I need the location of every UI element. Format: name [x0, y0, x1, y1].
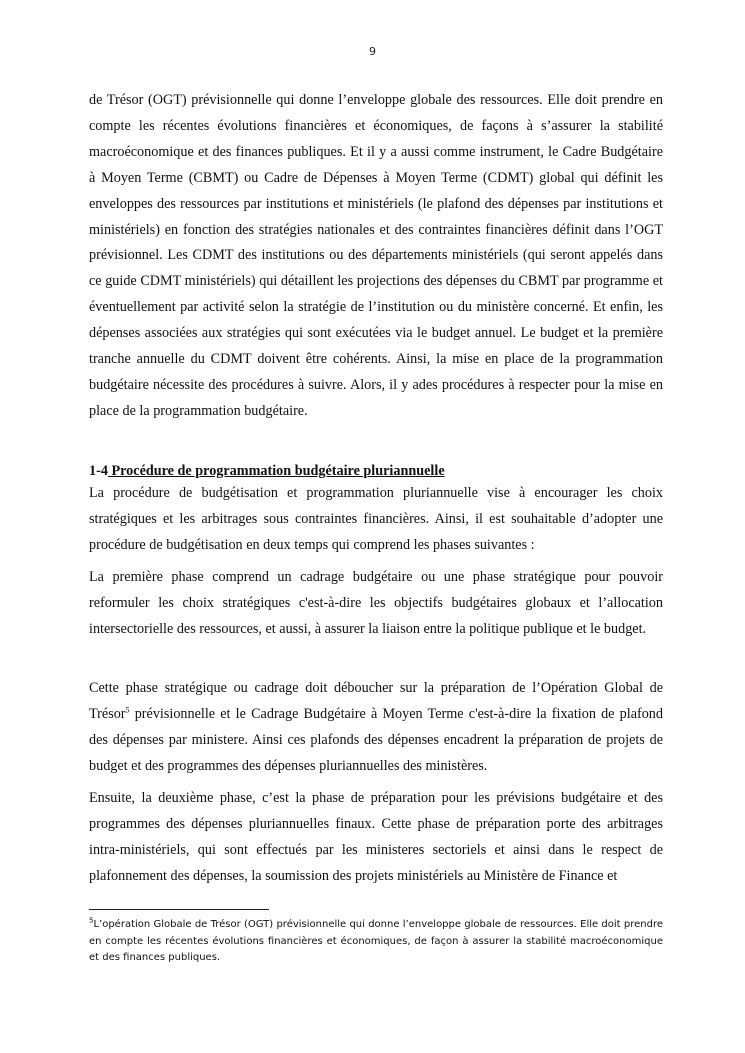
footnote-text: L’opération Globale de Trésor (OGT) prévisionnelle qui donne l’enveloppe globale de ressources. Elle doit prendre en compte les récentes évolutions financières et économiques, de façon à assurer la stabilité macroéconomique et des finances publiques.	[89, 919, 663, 963]
paragraph-strategic-phase	[89, 675, 663, 779]
paragraph-strategic-phase-start: Cette phase stratégique ou cadrage doit déboucher sur la préparation de l’Opération Global de Trésor	[89, 680, 663, 722]
footnote-reference: 5	[125, 705, 130, 715]
footnote	[89, 917, 663, 967]
section-number: 1-4	[89, 463, 108, 479]
paragraph-ogt-cbmt: de Trésor (OGT) prévisionnelle qui donne l’enveloppe globale des ressources. Elle doit prendre en compte les récentes évolutions financières et économiques, de façons à s’assurer la stabilité macroéconomique et des finances publiques. Et il y a aussi comme instrument, le Cadre Budgétaire à Moyen Terme (CBMT) ou Cadre de Dépenses à Moyen Terme (CDMT) global qui définit les enveloppes des ressources par institutions et ministériels (le plafond des dépenses par institutions et ministériels) en fonction des stratégies nationales et des contraintes financières définit dans l’OGT prévisionnel. Les CDMT des institutions ou des départements ministériels (qui seront appelés dans ce guide CDMT ministériels) qui détaillent les projections des dépenses du CBMT par programme et éventuellement par activité selon la stratégie de l’institution ou du ministère concerné. Et enfin, les dépenses associées aux stratégies qui sont exécutées via le budget annuel. Le budget et la première tranche annuelle du CDMT doivent être cohérents. Ainsi, la mise en place de la programmation budgétaire nécessite des procédures à suivre. Alors, il y ades procédures à respecter pour la mise en place de la programmation budgétaire.	[89, 92, 663, 419]
paragraph-second-phase: Ensuite, la deuxième phase, c’est la phase de préparation pour les prévisions budgétaire et des programmes des dépenses pluriannuelles finaux. Cette phase de préparation porte des arbitrages intra-ministériels, qui sont effectués par les ministeres sectoriels et ainsi dans le respect de plafonnement des dépenses, la soumission des projets ministériels au Ministère de Finance et	[89, 790, 663, 884]
footnote-mark: 5	[89, 916, 94, 925]
paragraph-strategic-phase-end: prévisionnelle et le Cadrage Budgétaire à Moyen Terme c'est-à-dire la fixation de plafond des dépenses par ministere. Ainsi ces plafonds des dépenses encadrent la préparation de projets de budget et des programmes des dépenses pluriannuelles des ministères.	[89, 706, 663, 774]
page-number: 9	[369, 45, 376, 58]
paragraph-procedure-intro: La procédure de budgétisation et programmation pluriannuelle vise à encourager les choix stratégiques et les arbitrages sous contraintes financières. Ainsi, il est souhaitable d’adopter une procédure de budgétisation en deux temps qui comprend les phases suivantes :	[89, 485, 663, 553]
footnote-separator	[89, 909, 269, 910]
paragraph-first-phase: La première phase comprend un cadrage budgétaire ou une phase stratégique pour pouvoir reformuler les choix stratégiques c'est-à-dire les objectifs budgétaires globaux et l’allocation intersectorielle des ressources, et aussi, à assurer la liaison entre la politique publique et le budget.	[89, 569, 663, 637]
section-title: Procédure de programmation budgétaire pluriannuelle	[107, 463, 445, 479]
section-heading	[89, 462, 663, 480]
